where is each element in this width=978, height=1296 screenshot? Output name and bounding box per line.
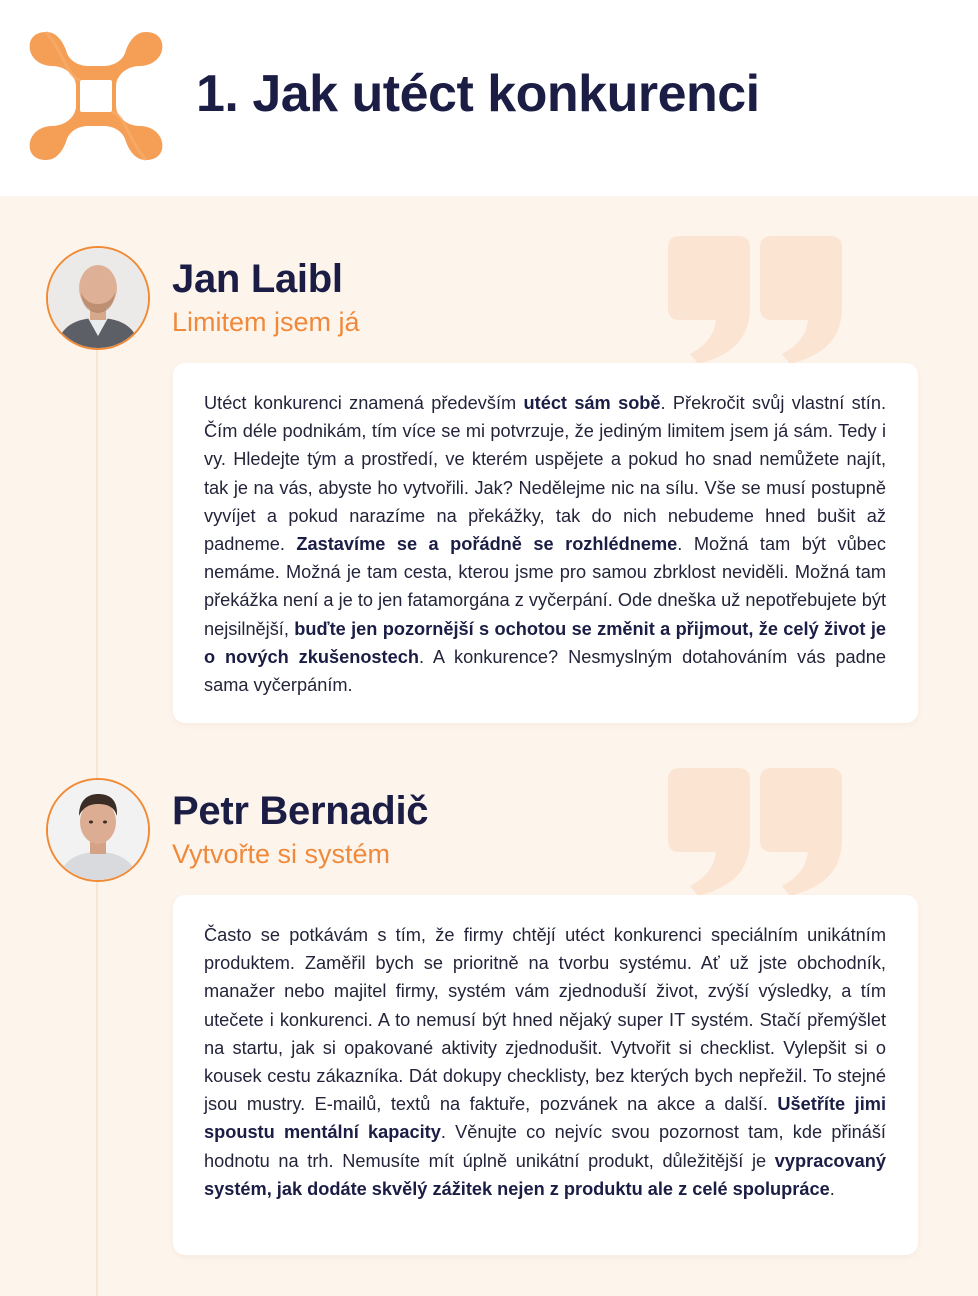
body-text: . Věnujte co nejvíc svou pozornost tam, kde přináší hodnotu na trh. Nemusíte mít úplně unikátní produkt, důležitější je: [204, 1122, 886, 1171]
quote-card: [173, 895, 918, 1255]
body-text: . Možná tam být vůbec nemáme. Možná je tam cesta, kterou jsme pro samou zbrklost neviděli. Možná tam překážka není a je to jen fatamorgána z vyčerpání. Ode dneška už nepotřebujete být nejsilnější,: [204, 534, 887, 639]
person-tagline: Vytvořte si systém: [172, 839, 391, 869]
emphasis-text: buďte jen pozornější s ochotou se změnit a přijmout, že celý život je o nových zkušenostech: [204, 618, 886, 667]
person-photo-icon: [48, 780, 148, 880]
quote-text: [204, 389, 886, 699]
person-name: Petr Bernadič: [172, 789, 429, 833]
page-header: [0, 0, 978, 196]
body-text: Utéct konkurenci znamená především: [204, 393, 524, 413]
emphasis-text: vypracovaný systém, jak dodáte skvělý zážitek nejen z produktu ale z celé spolupráce: [204, 1150, 886, 1199]
person-tagline: Limitem jsem já: [172, 307, 360, 337]
emphasis-text: utéct sám sobě: [523, 393, 661, 413]
quote-text: [204, 921, 886, 1203]
quote-card: [173, 363, 918, 723]
person-photo-icon: [48, 248, 148, 348]
emphasis-text: Zastavíme se a pořádně se rozhlédneme: [296, 534, 678, 555]
page-title: 1. Jak utéct konkurenci: [196, 65, 760, 123]
logo-icon: [26, 26, 166, 166]
body-text: .: [829, 1178, 835, 1199]
person-name: Jan Laibl: [172, 257, 343, 301]
quote-mark-icon: [666, 236, 846, 366]
body-text: . Překročit svůj vlastní stín. Čím déle podnikám, tím více se mi potvrzuje, že jediným limitem jsem já sám. Tedy i vy. Hledejte tým a prostředí, ve kterém uspějete a pokud ho snad nemůžete najít, tak je na vás, abyste ho vytvořili. Jak? Nedělejme nic na sílu. Vše se musí postupně vyvíjet a pokud narazíme na překážky, tak do nich nebudeme hned bušit až padneme.: [204, 393, 887, 555]
avatar: [46, 246, 150, 350]
body-text: Často se potkávám s tím, že firmy chtějí utéct konkurenci speciálním unikátním produktem. Zaměřil bych se prioritně na tvorbu systému. Ať už jste obchodník, manažer nebo majitel firmy, systém vám zjednoduší život, zvýší výsledky, a tím utečete i konkurenci. A to nemusí být hned nějaký super IT systém. Stačí přemýšlet na startu, jak si opakované aktivity zjednodušit. Vytvořit si checklist. Vylepšit si o kousek cestu zákazníka. Dát dokupy checklisty, bez kterých bych nepřežil. To stejné jsou mustry. E-mailů, textů na faktuře, pozvánek na akce a další.: [204, 925, 886, 1115]
quote-mark-icon: [666, 768, 846, 898]
emphasis-text: Ušetříte jimi spoustu mentální kapacity: [204, 1094, 886, 1143]
avatar: [46, 778, 150, 882]
body-text: . A konkurence? Nesmyslným dotahováním vás padne sama vyčerpáním.: [204, 646, 886, 696]
